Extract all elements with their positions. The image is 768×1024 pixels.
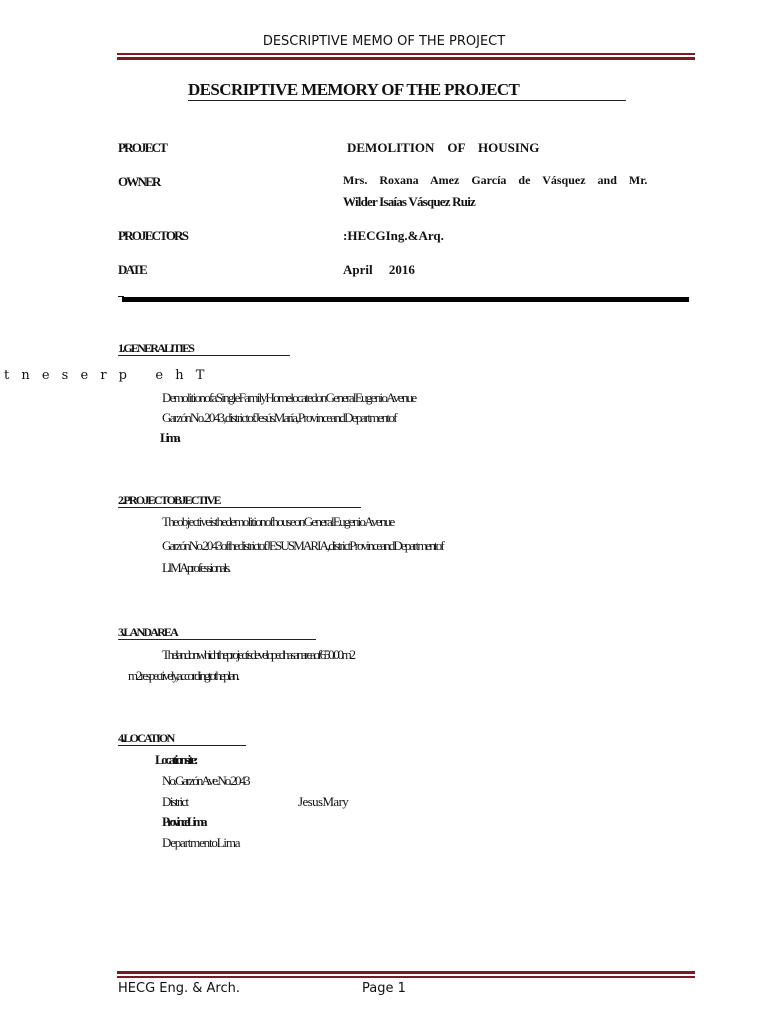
section-4-underline bbox=[118, 745, 246, 746]
section-2-line2: GarzónNo.2043ofthedistrictofJESUSMARIA,districtProvinceandDepartmentof bbox=[162, 538, 443, 553]
projectors-value: :HECGIng.&Arq. bbox=[343, 228, 444, 243]
info-separator bbox=[122, 297, 689, 302]
footer-company: HECG Eng. & Arch. bbox=[118, 981, 240, 996]
section-2-line1: TheobjectiveisthedemolitionofhouseonGeneralEugenioAvenue bbox=[162, 514, 394, 529]
owner-value-line2: Wilder Isaías Vásquez Ruiz bbox=[343, 194, 475, 209]
section-1-line3: Lima. bbox=[160, 430, 178, 445]
section-3-heading: 3.LANDAREA bbox=[118, 625, 178, 639]
section-1-underline bbox=[118, 355, 290, 356]
document-title: DESCRIPTIVE MEMORY OF THE PROJECT bbox=[188, 80, 520, 99]
section-4-line1: Locationsite: bbox=[155, 752, 197, 767]
section-4-line2: No.GarzónAve.No.2043 bbox=[162, 773, 249, 788]
section-2-underline bbox=[118, 507, 361, 508]
owner-label: OWNER bbox=[118, 174, 160, 189]
project-label: PROJECT bbox=[118, 140, 167, 155]
section-4-district-value: JesusMary bbox=[298, 794, 349, 809]
projectors-label: PROJECTORS bbox=[118, 228, 188, 243]
footer-page-number: Page 1 bbox=[362, 981, 406, 996]
section-3-line2: m2respectively,accordingtotheplan. bbox=[128, 668, 238, 683]
header-rule-top bbox=[117, 53, 695, 55]
owner-value-line1: Mrs. Roxana Amez García de Vásquez and Mr. bbox=[343, 173, 648, 187]
page-header: DESCRIPTIVE MEMO OF THE PROJECT bbox=[262, 34, 506, 49]
date-value: April 2016 bbox=[343, 262, 415, 277]
section-2-line3: LIMAprofessionals. bbox=[162, 560, 230, 575]
section-4-line5: DepartmentoLima bbox=[162, 835, 240, 850]
title-underline bbox=[188, 100, 626, 101]
footer-rule-bottom bbox=[117, 976, 695, 978]
section-3-line1: Thelandonwhichtheprojectisdevelopedhasanareaof650.00m2 bbox=[162, 647, 354, 662]
section-1-line1: DemolitionofaSingleFamilyHomelocatedonGeneralEugenioAvenue bbox=[162, 390, 416, 405]
section-3-underline bbox=[118, 639, 316, 640]
project-value: DEMOLITION OF HOUSING bbox=[347, 140, 540, 155]
section-1-line2: GarzónNo.2043,districtofJesúsMaría,ProvinceandDepartmentof bbox=[162, 410, 396, 425]
section-4-heading: 4.LOCATION bbox=[118, 731, 174, 745]
header-rule-bottom bbox=[117, 57, 695, 60]
section-4-line4: ProvinceLima bbox=[162, 814, 205, 829]
footer-rule-top bbox=[117, 971, 695, 974]
date-label: DATE bbox=[118, 262, 146, 277]
section-1-heading: 1.GENERALITIES bbox=[118, 341, 194, 355]
section-1-marginal-text: t n e s e r p e h T bbox=[4, 368, 209, 383]
section-2-heading: 2.PROJECTOBJECTIVE bbox=[118, 493, 220, 507]
section-4-district-label: District bbox=[162, 794, 188, 809]
